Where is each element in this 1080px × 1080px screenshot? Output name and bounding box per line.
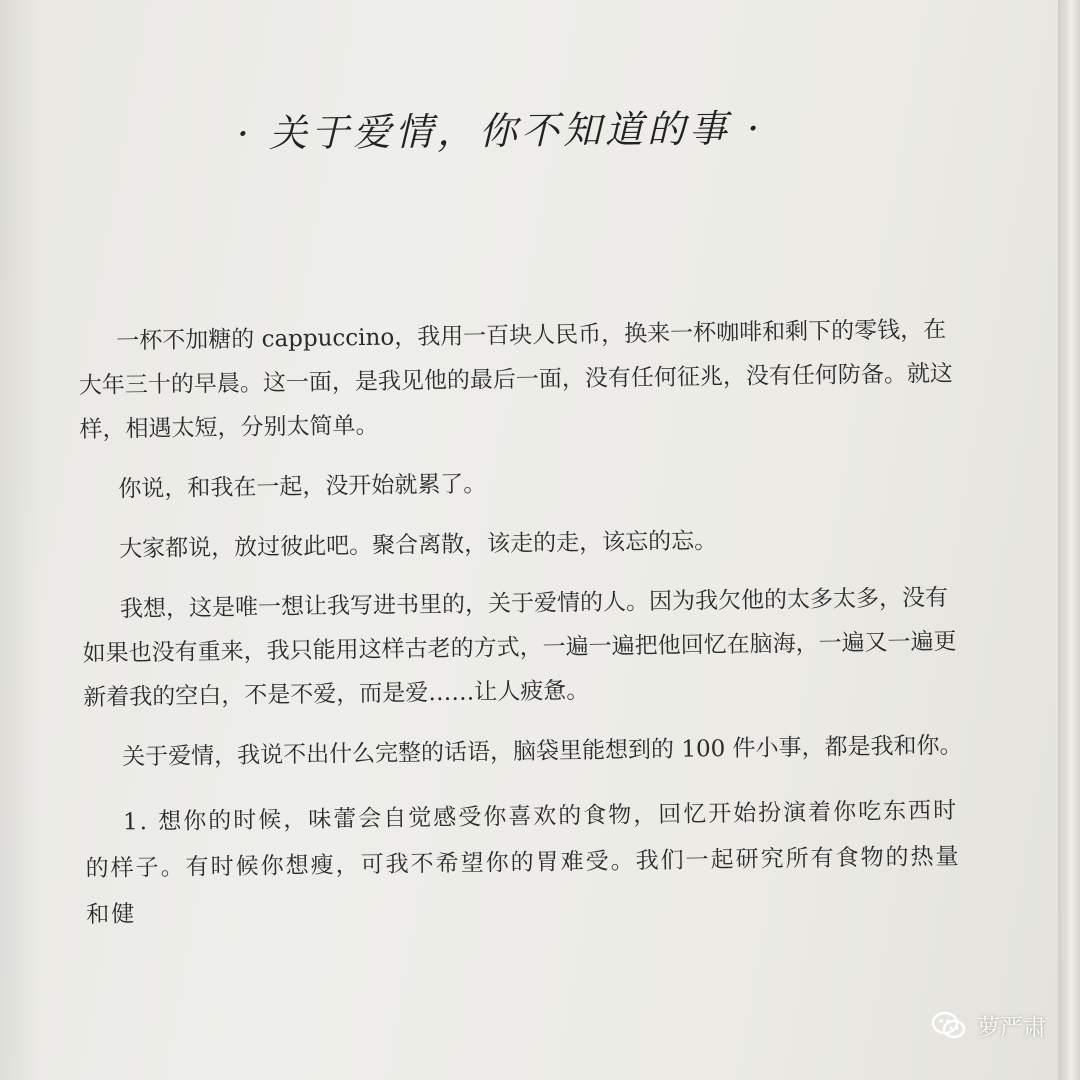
wechat-icon bbox=[931, 1011, 967, 1041]
page-gutter-shadow bbox=[0, 0, 40, 1080]
paragraph-3: 大家都说，放过彼此吧。聚合离散，该走的走，该忘的忘。 bbox=[119, 528, 718, 563]
paragraph-2: 你说，和我在一起，没开始就累了。 bbox=[118, 471, 487, 503]
paragraph-1: 一杯不加糖的 cappuccino，我用一百块人民币，换来一杯咖啡和剩下的零钱，在大年三十的早晨。这一面，是我见他的最后一面，没有任何征兆，没有任何防备。就这样，相遇太短，分别太简单。 bbox=[78, 316, 954, 443]
chapter-body bbox=[78, 308, 967, 954]
paragraph-4: 我想，这是唯一想让我写进书里的，关于爱情的人。因为我欠他的太多太多，没有如果也没有重来，我只能用这样古老的方式，一遍一遍把他回忆在脑海，一遍又一遍更新着我的空白，不是不爱，而是爱……让人疲惫。 bbox=[82, 584, 957, 711]
chapter-title: · 关于爱情，你不知道的事 · bbox=[236, 106, 764, 156]
numbered-item-1: 1. 想你的时候，味蕾会自觉感受你喜欢的食物，回忆开始扮演着你吃东西时的样子。有时候你想瘦，可我不希望你的胃难受。我们一起研究所有食物的热量和健 bbox=[85, 797, 961, 928]
watermark-text: 萝严肃 bbox=[977, 1015, 1046, 1041]
account-watermark bbox=[931, 1009, 1046, 1042]
paragraph-5: 关于爱情，我说不出什么完整的话语，脑袋里能想到的 100 件小事，都是我和你。 bbox=[121, 732, 963, 771]
page-edge bbox=[1058, 0, 1080, 1080]
